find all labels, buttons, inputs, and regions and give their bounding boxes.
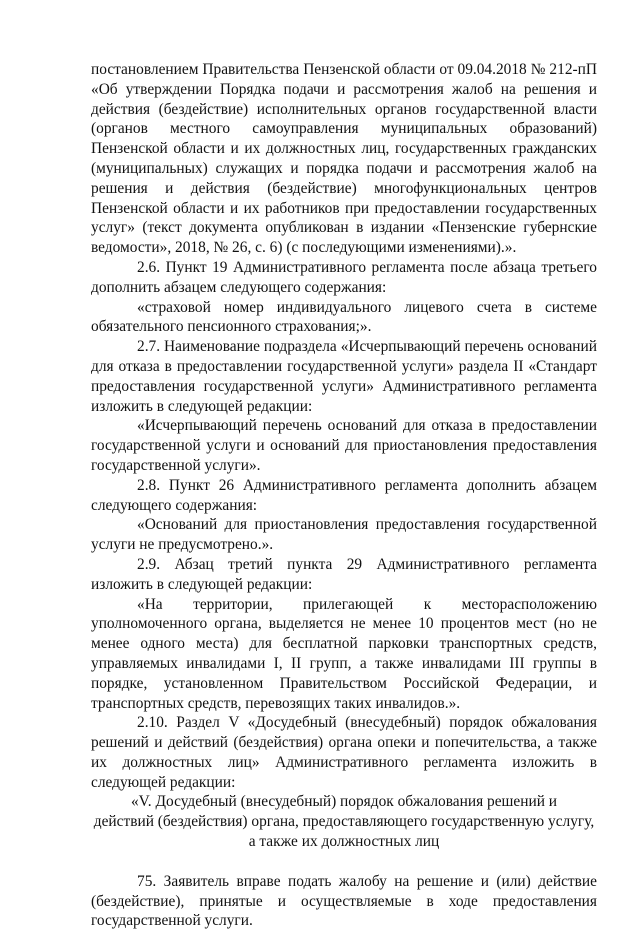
paragraph-2-9: 2.9. Абзац третий пункта 29 Административного регламента изложить в следующей редакции:: [91, 555, 597, 593]
paragraph-quote-no-suspension: «Оснований для приостановления предоставления государственной услуги не предусмотрено.».: [91, 516, 597, 554]
paragraph-2-6: 2.6. Пункт 19 Административного регламента после абзаца третьего дополнить абзацем следующего содержания:: [91, 258, 597, 296]
spacer: [91, 852, 597, 872]
document-page: [91, 60, 597, 931]
paragraph-2-7: 2.7. Наименование подраздела «Исчерпывающий перечень оснований для отказа в предоставлении государственной услуги» раздела II «Стандарт предоставления государственной услуги» Административного регламента изложить в следующей редакции:: [91, 338, 597, 415]
paragraph-quote-insurance-number: «страховой номер индивидуального лицевого счета в системе обязательного пенсионного страхования;».: [91, 298, 597, 336]
paragraph-2-8: 2.8. Пункт 26 Административного регламента дополнить абзацем следующего содержания:: [91, 476, 597, 514]
paragraph-75: 75. Заявитель вправе подать жалобу на решение и (или) действие (бездействие), принятые и осуществляемые в ходе предоставления государственной услуги.: [91, 872, 597, 930]
section-heading: [91, 792, 597, 851]
paragraph-quote-grounds-refusal: «Исчерпывающий перечень оснований для отказа в предоставлении государственной услуги и оснований для приостановления предоставления государственной услуги».: [91, 417, 597, 474]
section-heading-line-1: «V. Досудебный (внесудебный) порядок обжалования решений и: [130, 793, 558, 811]
paragraph-quote-parking: «На территории, прилегающей к месторасположению уполномоченного органа, выделяется не менее 10 процентов мест (но не менее одного места) для бесплатной парковки транспортных средств, управляемых инвалидами I, II групп, а также инвалидами III группы в порядке, установленном Правительством Российской Федерации, и транспортных средств, перевозящих таких инвалидов.».: [91, 595, 597, 712]
section-heading-line-2: действий (бездействия) органа, предоставляющего государственную услугу,: [93, 813, 595, 831]
paragraph-2-10: 2.10. Раздел V «Досудебный (внесудебный) порядок обжалования решений и действий (бездействия) органа опеки и попечительства, а также их должностных лиц» Административного регламента изложить в следующей редакции:: [91, 714, 597, 791]
paragraph-continuation: постановлением Правительства Пензенской области от 09.04.2018 № 212-пП «Об утверждении Порядка подачи и рассмотрения жалоб на решения и действия (бездействие) исполнительных органов государственной власти (органов местного самоуправления муниципальных образований) Пензенской области и их должностных лиц, государственных гражданских (муниципальных) служащих и порядка подачи и рассмотрения жалоб на решения и действия (бездействие) многофункциональных центров Пензенской области и их работников при предоставлении государственных услуг» (текст документа опубликован в издании «Пензенские губернские ведомости», 2018, № 26, с. 6) (с последующими изменениями).».: [91, 61, 597, 257]
section-heading-line-3: а также их должностных лиц: [248, 833, 440, 851]
